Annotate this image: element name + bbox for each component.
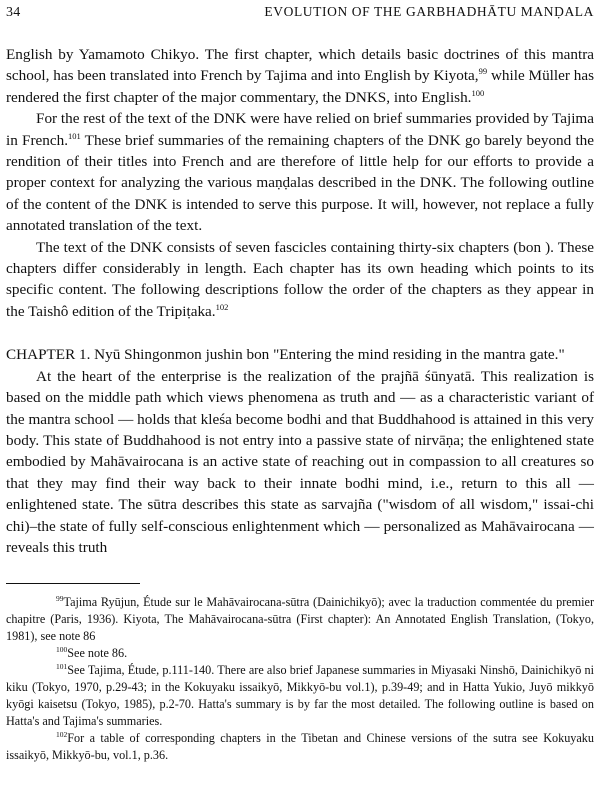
chapter-heading: CHAPTER 1. Nyū Shingonmon jushin bon "Entering the mind residing in the mantra gate." <box>6 346 565 364</box>
footnote-100: $^{100}$See note 86. <box>56 645 128 661</box>
paragraph-chapter-1: At the heart of the enterprise is the realization of the prajñā śūnyatā. This realization is based on the middle path which views phenomena as truth and — as a characteristic variant of the mantra school — holds that kleśa become bodhi and that Buddhahood is attained in this very body. This state of Buddhahood is not entry into a passive state of nirvāṇa; the enlightened state embodied by Mahāvairocana is an active state of reaching out in compassion to all creatures so that they may find their way back to their innate bodhi mind, i.e., return to this all — enlightened state. The sūtra describes this state as sarvajña ("wisdom of all wisdom," issai-chi chi)–the state of fully self-conscious enlightenment which — personalized as Mahāvairocana — reveals this truth <box>6 367 594 556</box>
paragraph-summaries: For the rest of the text of the DNK were have relied on brief summaries provided by Tajima in French.$^{101}$ These brief summaries of the remaining chapters of the DNK go barely beyond the rendition of their titles into French and are therefore of little help for our efforts to provide a proper context for analyzing the various maṇḍalas described in the DNK. The following outline of the content of the DNK is intended to serve this purpose. It will, however, not replace a fully annotated translation of the text. <box>6 110 594 235</box>
footnote-ref-101[interactable]: 101 <box>68 130 81 141</box>
page-number: 34 <box>6 5 21 20</box>
running-title: EVOLUTION OF THE GARBHADHĀTU MANḌALA <box>264 4 594 19</box>
footnote-101: $^{101}$See Tajima, Étude, p.111-140. There are also brief Japanese summaries in Miyasaki Ninshō, Dainichikyō ni kiku (Tokyo, 1970, p.29-43; in the Kokuyaku issaikyō, Mikkyō-bu vol.1), p.39-49; and in Hatta Yukio, Juyō mikkyō kyōgi kaisetsu (Tokyo, 1985), p.2-70. Hatta's summary is by far the most detailed. The following outline is based on Hatta's and Tajima's summaries. <box>6 661 594 728</box>
paragraph-continuation: English by Yamamoto Chikyo. The first chapter, which details basic doctrines of this mantra school, has been translated into French by Tajima and into English by Kiyota,$^{99}$ while Müller has rendered the first chapter of the major commentary, the DNKS, into English.$^{100}$ <box>6 46 594 106</box>
footnotes <box>6 594 594 763</box>
footnote-102: $^{102}$For a table of corresponding chapters in the Tibetan and Chinese versions of the sutra see Kokuyaku issaikyō, Mikkyō-bu, vol.1, p.36. <box>6 729 594 762</box>
running-header <box>6 0 594 26</box>
footnote-99: $^{99}$Tajima Ryūjun, Étude sur le Mahāvairocana-sūtra (Dainichikyō); avec la traduction commentée du premier chapitre (Paris, 1936). Kiyota, The Mahāvairocana-sūtra (First chapter): An Annotated English Translation, (Tokyo, 1981), see note 86 <box>6 594 594 644</box>
footnote-ref-102[interactable]: 102 <box>215 301 229 312</box>
footnote-divider <box>6 583 140 584</box>
main-text <box>6 44 594 558</box>
paragraph-fascicles: The text of the DNK consists of seven fascicles containing thirty-six chapters (bon ). These chapters differ considerably in length. Each chapter has its own heading which points to its specific content. The following descriptions follow the order of the chapters as they appear in the Taishô edition of the Tripiṭaka.$^{102}$ <box>6 238 594 320</box>
footnote-ref-100[interactable]: 100 <box>471 87 485 98</box>
footnote-ref-99[interactable]: 99 <box>478 66 488 77</box>
